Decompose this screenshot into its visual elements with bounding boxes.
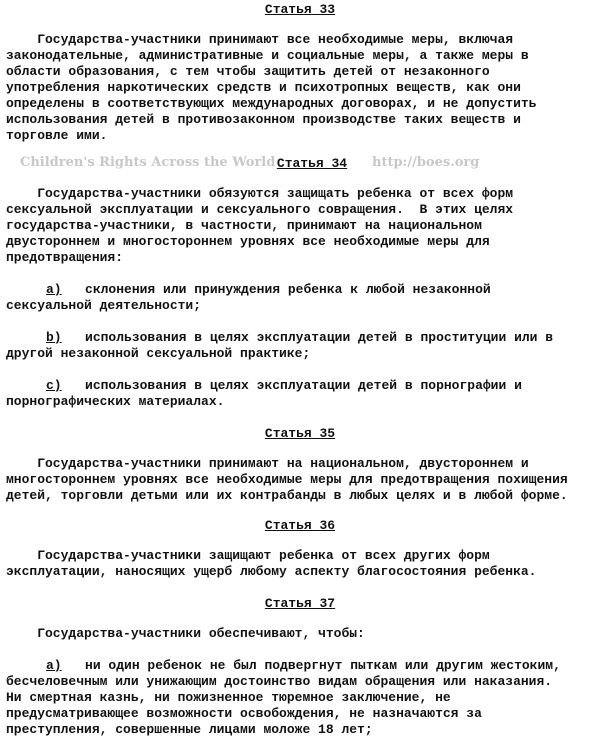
paragraph-line: бесчеловечным или унижающим достоинство видам обращения или наказания. — [6, 674, 553, 689]
paragraph-line: предотвращения: — [6, 250, 124, 265]
item-marker: a) — [46, 658, 62, 673]
paragraph-line: торговле ими. — [6, 128, 108, 143]
paragraph-line: употребления наркотических средств и психотропных веществ, как они — [6, 80, 521, 95]
paragraph-line: Ни смертная казнь, ни пожизненное тюремное заключение, не — [6, 690, 451, 705]
item-text: склонения или принуждения ребенка к любой незаконной — [61, 282, 491, 297]
item-marker: c) — [46, 378, 62, 393]
paragraph-line: порнографических материалах. — [6, 394, 225, 409]
list-item — [46, 658, 561, 674]
item-marker: a) — [46, 282, 62, 297]
paragraph-line: Государства-участники принимают все необходимые меры, включая — [6, 32, 514, 47]
paragraph-line: государства-участники, в частности, принимают на национальном — [6, 218, 482, 233]
paragraph-line: сексуальной деятельности; — [6, 298, 202, 313]
paragraph-line: Государства-участники обеспечивают, чтобы: — [6, 626, 365, 641]
article-heading: Статья 34 — [276, 156, 348, 171]
paragraph-line: преступления, совершенные лицами моложе 18 лет; — [6, 722, 373, 737]
list-item — [46, 282, 491, 298]
paragraph-line: предусматривающее возможности освобождения, не назначаются за — [6, 706, 482, 721]
item-text: ни один ребенок не был подвергнут пыткам или другим жестоким, — [61, 658, 561, 673]
item-text: использования в целях эксплуатации детей в порнографии и — [61, 378, 522, 393]
article-heading: Статья 37 — [264, 596, 336, 611]
article-heading: Статья 35 — [264, 426, 336, 441]
list-item — [46, 330, 553, 346]
paragraph-line: Государства-участники обязуются защищать ребенка от всех форм — [6, 186, 514, 201]
list-item — [46, 378, 522, 394]
paragraph-line: сексуальной эксплуатации и сексуального совращения. В этих целях — [6, 202, 514, 217]
paragraph-line: определены в соответствующих международных договорах, и не допустить — [6, 96, 537, 111]
paragraph-line: многостороннем уровнях все необходимые меры для предотвращения похищения — [6, 472, 568, 487]
paragraph-line: Государства-участники принимают на национальном, двустороннем и — [6, 456, 529, 471]
paragraph-line: законодательные, административные и социальные меры, а также меры в — [6, 48, 529, 63]
article-heading: Статья 33 — [264, 2, 336, 17]
paragraph-line: использования детей в противозаконном производстве таких веществ и — [6, 112, 521, 127]
paragraph-line: двустороннем и многостороннем уровнях все необходимые меры для — [6, 234, 490, 249]
article-heading: Статья 36 — [264, 518, 336, 533]
paragraph-line: области образования, с тем чтобы защитить детей от незаконного — [6, 64, 490, 79]
item-marker: b) — [46, 330, 62, 345]
paragraph-line: Государства-участники защищают ребенка от всех других форм — [6, 548, 490, 563]
item-text: использования в целях эксплуатации детей в проституции или в — [61, 330, 554, 345]
watermark-text: Children's Rights Across the World — [20, 155, 276, 170]
paragraph-line: детей, торговли детьми или их контрабанды в любых целях и в любой форме. — [6, 488, 568, 503]
paragraph-line: другой незаконной сексуальной практике; — [6, 346, 311, 361]
watermark-url: http://boes.org — [372, 155, 480, 170]
paragraph-line: эксплуатации, наносящих ущерб любому аспекту благосостояния ребенка. — [6, 564, 537, 579]
